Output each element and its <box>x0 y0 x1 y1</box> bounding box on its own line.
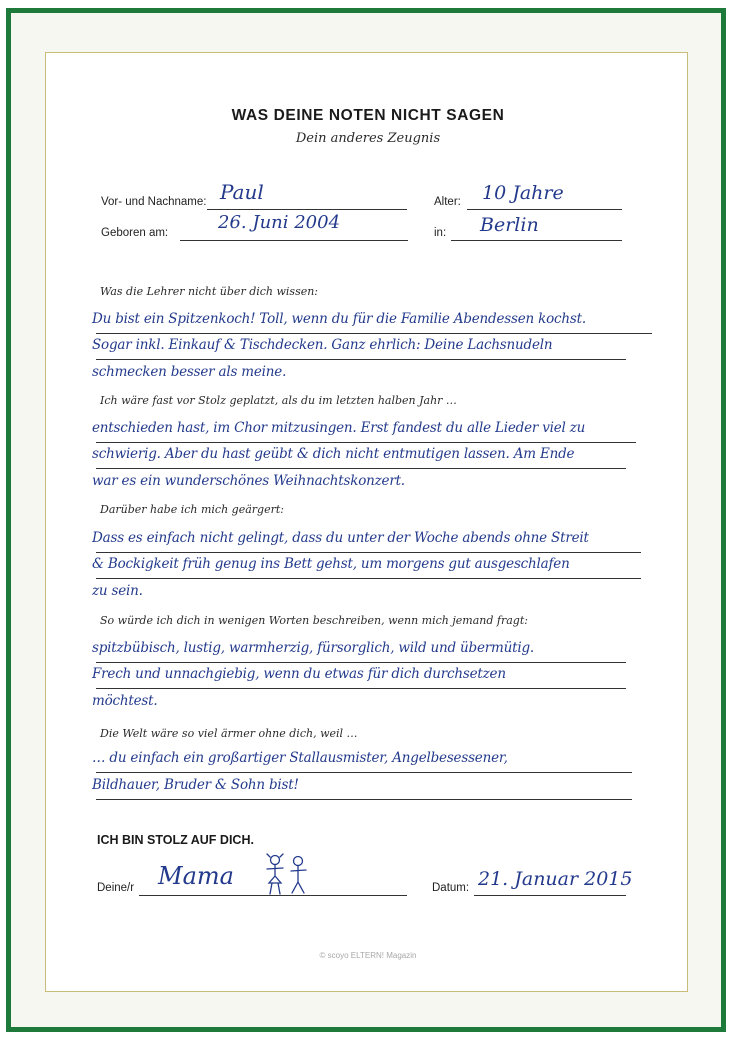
born-label: Geboren am: <box>101 227 169 239</box>
age-value[interactable]: 10 Jahre <box>482 182 564 204</box>
answer-line <box>96 688 626 689</box>
answer-line <box>96 333 652 334</box>
answer-text[interactable]: schwierig. Aber du hast geübt & dich nicht entmutigen lassen. Am Ende <box>92 446 575 462</box>
answer-text[interactable]: möchtest. <box>92 693 158 709</box>
birthplace-value[interactable]: Berlin <box>480 214 539 236</box>
answer-text[interactable]: Dass es einfach nicht gelingt, dass du unter der Woche abends ohne Streit <box>92 530 589 546</box>
answer-line <box>96 578 641 579</box>
proud-heading: ICH BIN STOLZ AUF DICH. <box>97 833 254 847</box>
birthplace-line <box>451 240 622 241</box>
question-world: Die Welt wäre so viel ärmer ohne dich, weil … <box>100 727 358 740</box>
question-annoyed: Darüber habe ich mich geärgert: <box>100 503 284 516</box>
stick-figures-drawing <box>262 852 314 898</box>
answer-text[interactable]: Du bist ein Spitzenkoch! Toll, wenn du für die Familie Abendessen kochst. <box>92 311 586 327</box>
age-line <box>467 209 622 210</box>
question-describe: So würde ich dich in wenigen Worten beschreiben, wenn mich jemand fragt: <box>100 614 528 627</box>
name-label: Vor- und Nachname: <box>101 196 207 208</box>
date-value[interactable]: 21. Januar 2015 <box>478 868 633 890</box>
answer-text[interactable]: entschieden hast, im Chor mitzusingen. Erst fandest du alle Lieder viel zu <box>92 420 586 436</box>
answer-text[interactable]: … du einfach ein großartiger Stallausmister, Angelbesessener, <box>92 750 508 766</box>
answer-line <box>96 552 641 553</box>
page-title: WAS DEINE NOTEN NICHT SAGEN <box>231 107 505 124</box>
answer-text[interactable]: spitzbübisch, lustig, warmherzig, fürsorglich, wild und übermütig. <box>92 640 535 656</box>
answer-text[interactable]: & Bockigkeit früh genug ins Bett gehst, um morgens gut ausgeschlafen <box>92 556 570 572</box>
answer-line <box>96 772 632 773</box>
answer-line <box>96 468 626 469</box>
answer-text[interactable]: schmecken besser als meine. <box>92 364 287 380</box>
age-label: Alter: <box>434 196 461 208</box>
answer-text[interactable]: zu sein. <box>92 583 143 599</box>
answer-line <box>96 662 626 663</box>
birthplace-label: in: <box>434 227 447 239</box>
answer-line <box>96 799 632 800</box>
name-line <box>207 209 407 210</box>
page-subtitle: Dein anderes Zeugnis <box>295 131 441 146</box>
question-proud: Ich wäre fast vor Stolz geplatzt, als du im letzten halben Jahr … <box>100 394 457 407</box>
footer-credit: © scoyo ELTERN! Magazin <box>319 951 417 960</box>
answer-text[interactable]: Bildhauer, Bruder & Sohn bist! <box>92 777 299 793</box>
yours-label: Deine/r <box>97 882 135 894</box>
answer-text[interactable]: Frech und unnachgiebig, wenn du etwas für dich durchsetzen <box>92 666 506 682</box>
date-label: Datum: <box>432 882 470 894</box>
answer-line <box>96 442 636 443</box>
question-teachers: Was die Lehrer nicht über dich wissen: <box>100 285 319 298</box>
answer-text[interactable]: war es ein wunderschönes Weihnachtskonzert. <box>92 473 405 489</box>
page-inner-border <box>45 52 688 992</box>
name-value[interactable]: Paul <box>220 180 264 204</box>
answer-text[interactable]: Sogar inkl. Einkauf & Tischdecken. Ganz ehrlich: Deine Lachsnudeln <box>92 337 553 353</box>
born-value[interactable]: 26. Juni 2004 <box>218 212 341 233</box>
signature-value[interactable]: Mama <box>158 862 234 890</box>
born-line <box>180 240 408 241</box>
date-line <box>474 895 626 896</box>
answer-line <box>96 359 626 360</box>
